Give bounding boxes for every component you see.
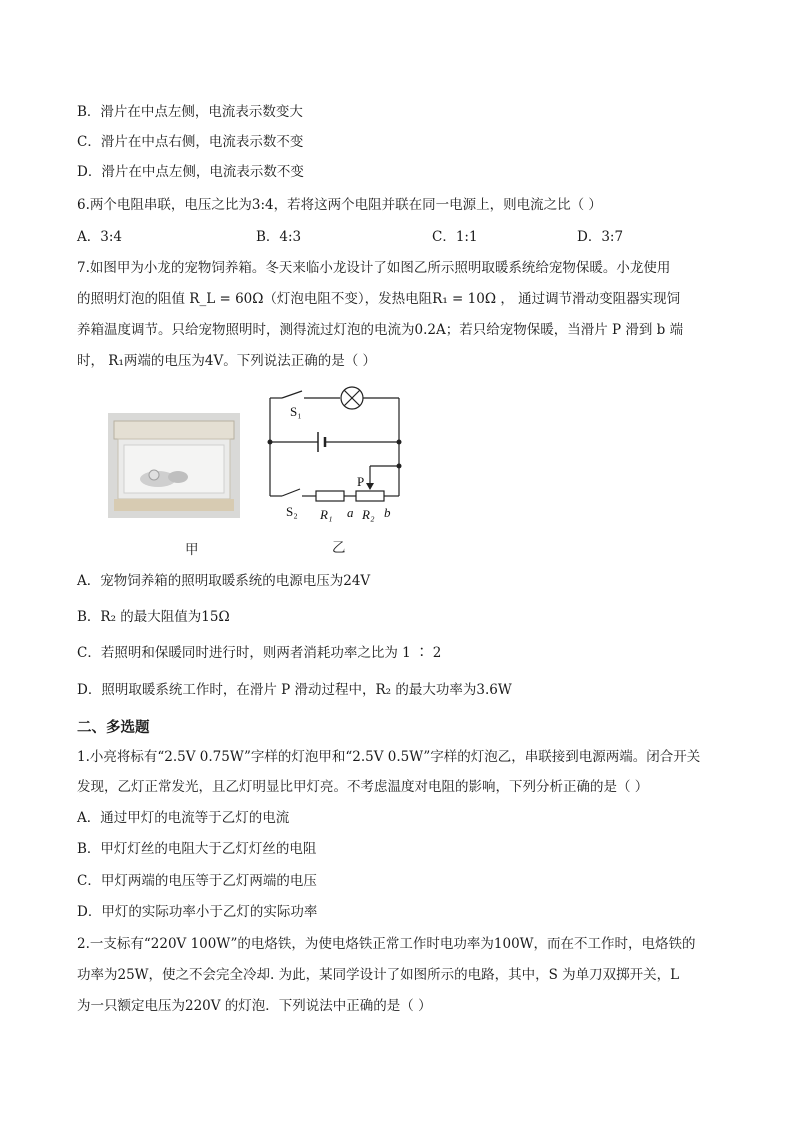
m2-stem-line-2: 功率为25W，使之不会完全冷却. 为此，某同学设计了如图所示的电路，其中，S 为单刀双掷开关，L (77, 967, 680, 983)
m1-stem-line-1: 1.小亮将标有“2.5V 0.75W”字样的灯泡甲和“2.5V 0.5W”字样的灯泡乙，串联接到电源两端。闭合开关 (77, 749, 701, 765)
m1-option-b: B．甲灯灯丝的电阻大于乙灯灯丝的电阻 (77, 841, 317, 857)
pet-box-photo (108, 413, 240, 518)
q6-option-c: C．1:1 (432, 229, 478, 245)
q6-option-a: A．3:4 (77, 229, 122, 245)
q6-stem: 6.两个电阻串联，电压之比为3:4，若将这两个电阻并联在同一电源上，则电流之比（ ） (77, 197, 602, 213)
m2-stem-line-3: 为一只额定电压为220V 的灯泡．下列说法中正确的是（ ） (77, 998, 432, 1014)
q7-option-a: A．宠物饲养箱的照明取暖系统的电源电压为24V (77, 573, 371, 589)
figure-caption-yi: 乙 (332, 540, 346, 556)
m1-stem-line-2: 发现，乙灯正常发光，且乙灯明显比甲灯亮。不考虑温度对电阻的影响，下列分析正确的是（ ） (77, 779, 649, 795)
label-r2: R₂ (362, 507, 375, 522)
q5-option-d: D．滑片在中点左侧，电流表示数不变 (77, 164, 304, 180)
label-r1: R₁ (320, 507, 333, 522)
m1-option-a: A．通过甲灯的电流等于乙灯的电流 (77, 810, 290, 826)
label-s1: S₁ (290, 404, 302, 419)
q6-option-d: D．3:7 (577, 229, 624, 245)
m1-option-d: D．甲灯的实际功率小于乙灯的实际功率 (77, 904, 318, 920)
section-title-multi-choice: 二、多选题 (77, 720, 150, 736)
q7-option-c: C．若照明和保暖同时进行时，则两者消耗功率之比为 1 ∶ 2 (77, 645, 442, 661)
q7-stem-line-1: 7.如图甲为小龙的宠物饲养箱。冬天来临小龙设计了如图乙所示照明取暖系统给宠物保暖。小龙使用 (77, 260, 671, 276)
label-s2: S₂ (286, 504, 298, 519)
q7-option-d: D．照明取暖系统工作时，在滑片 P 滑动过程中，R₂ 的最大功率为3.6W (77, 682, 512, 698)
m1-option-c: C．甲灯两端的电压等于乙灯两端的电压 (77, 873, 317, 889)
q7-stem-line-2: 的照明灯泡的阻值 R_L = 60Ω（灯泡电阻不变），发热电阻R₁ = 10Ω ， 通过调节滑动变阻器实现饲 (77, 291, 681, 307)
figure-caption-jia: 甲 (185, 542, 199, 558)
q5-option-b: B．滑片在中点左侧，电流表示数变大 (77, 104, 303, 120)
label-a: a (347, 505, 354, 520)
label-p: P (357, 474, 365, 489)
q5-option-c: C．滑片在中点右侧，电流表示数不变 (77, 134, 304, 150)
label-b: b (384, 505, 391, 520)
q7-stem-line-3: 养箱温度调节。只给宠物照明时，测得流过灯泡的电流为0.2A；若只给宠物保暖，当滑片 P 滑到 b 端 (77, 322, 684, 338)
m2-stem-line-1: 2.一支标有“220V 100W”的电烙铁，为使电烙铁正常工作时电功率为100W，而在不工作时，电烙铁的 (77, 936, 696, 952)
q6-option-b: B．4:3 (256, 229, 302, 245)
circuit-diagram (262, 386, 412, 526)
q7-stem-line-4: 时， R₁两端的电压为4V。下列说法正确的是（ ） (77, 353, 376, 369)
q7-option-b: B．R₂ 的最大阻值为15Ω (77, 609, 230, 625)
